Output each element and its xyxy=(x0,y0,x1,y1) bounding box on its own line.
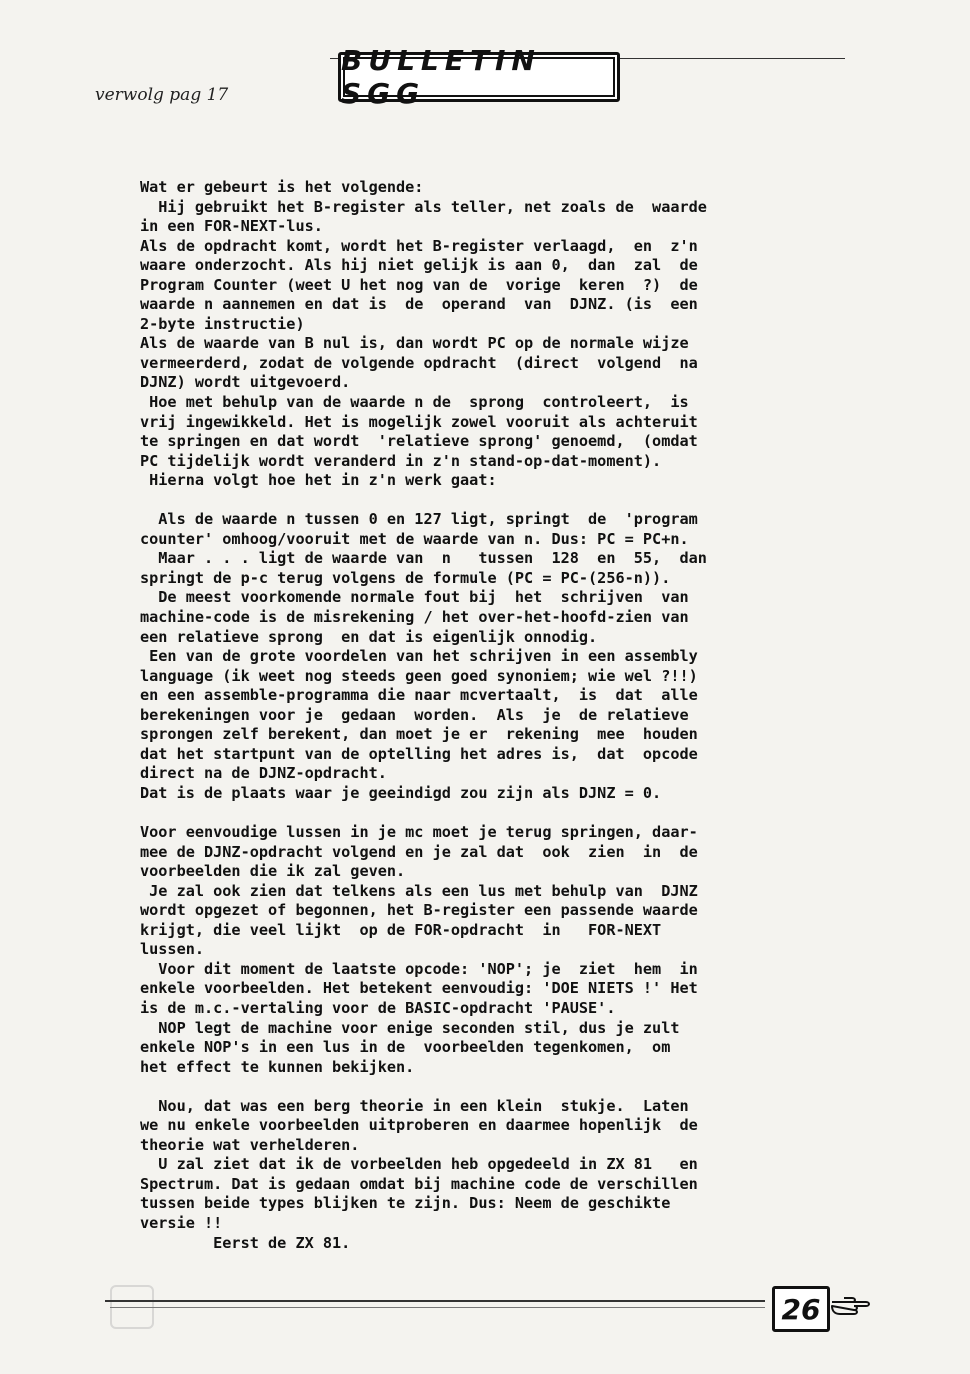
body-line: is de m.c.-vertaling voor de BASIC-opdracht 'PAUSE'. xyxy=(140,998,616,1017)
bulletin-masthead-logo: BULLETIN SGG xyxy=(338,52,620,102)
body-line: De meest voorkomende normale fout bij het schrijven van xyxy=(140,588,689,607)
body-line: Dat is de plaats waar je geeindigd zou zijn als DJNZ = 0. xyxy=(140,783,662,802)
body-line: Wat er gebeurt is het volgende: xyxy=(140,178,424,196)
body-line: vermeerderd, zodat de volgende opdracht (direct volgend na xyxy=(140,353,698,372)
body-line: U zal ziet dat ik de vorbeelden heb opgedeeld in ZX 81 en xyxy=(140,1155,698,1174)
bottom-divider xyxy=(105,1300,765,1302)
body-line: counter' omhoog/vooruit met de waarde van n. Dus: PC = PC+n. xyxy=(140,529,689,548)
body-line: Spectrum. Dat is gedaan omdat bij machine code de verschillen xyxy=(140,1174,698,1193)
body-line: dat het startpunt van de optelling het adres is, dat opcode xyxy=(140,744,698,763)
body-line: we nu enkele voorbeelden uitproberen en daarmee hopenlijk de xyxy=(140,1116,698,1135)
body-line: Voor dit moment de laatste opcode: 'NOP'; je ziet hem in xyxy=(140,959,698,978)
body-line: direct na de DJNZ-opdracht. xyxy=(140,764,387,783)
body-line: Eerst de ZX 81. xyxy=(140,1233,351,1252)
body-line: Je zal ook zien dat telkens als een lus met behulp van DJNZ xyxy=(140,881,698,900)
body-line: in een FOR-NEXT-lus. xyxy=(140,217,323,236)
pointing-hand-icon xyxy=(830,1294,872,1318)
body-line: machine-code is de misrekening / het over-het-hoofd-zien van xyxy=(140,608,689,627)
body-line: te springen en dat wordt 'relatieve sprong' genoemd, (omdat xyxy=(140,432,698,451)
body-line: waarde n aannemen en dat is de operand van DJNZ. (is een xyxy=(140,295,698,314)
body-line: Program Counter (weet U het nog van de vorige keren ?) de xyxy=(140,275,698,294)
body-line xyxy=(140,804,850,824)
body-line: berekeningen voor je gedaan worden. Als je de relatieve xyxy=(140,705,689,724)
body-line: NOP legt de machine voor enige seconden stil, dus je zult xyxy=(140,1018,680,1037)
body-line: lussen. xyxy=(140,940,205,959)
article-body xyxy=(140,178,850,1253)
body-line: springt de p-c terug volgens de formule (PC = PC-(256-n)). xyxy=(140,568,671,587)
body-line: voorbeelden die ik zal geven. xyxy=(140,862,406,881)
body-line: DJNZ) wordt uitgevoerd. xyxy=(140,373,351,392)
body-line: Als de opdracht komt, wordt het B-register verlaagd, en z'n xyxy=(140,236,698,255)
body-line: mee de DJNZ-opdracht volgend en je zal dat ook zien in de xyxy=(140,842,698,861)
handwritten-note: verwolg pag 17 xyxy=(95,85,229,105)
body-line xyxy=(140,1077,850,1097)
body-line: Als de waarde van B nul is, dan wordt PC op de normale wijze xyxy=(140,334,689,353)
body-line: en een assemble-programma die naar mcvertaalt, is dat alle xyxy=(140,686,698,705)
body-line: het effect te kunnen bekijken. xyxy=(140,1057,415,1076)
body-line: Voor eenvoudige lussen in je mc moet je terug springen, daar- xyxy=(140,823,698,842)
body-line: sprongen zelf berekent, dan moet je er rekening mee houden xyxy=(140,725,698,744)
body-line: theorie wat verhelderen. xyxy=(140,1135,360,1154)
body-line: Als de waarde n tussen 0 en 127 ligt, springt de 'program xyxy=(140,510,698,529)
page-number: 26 xyxy=(772,1286,830,1332)
body-line: versie !! xyxy=(140,1213,223,1232)
body-line: 2-byte instructie) xyxy=(140,314,305,333)
body-line: wordt opgezet of begonnen, het B-register een passende waarde xyxy=(140,901,698,920)
body-line: tussen beide types blijken te zijn. Dus: Neem de geschikte xyxy=(140,1194,671,1213)
body-line: Hij gebruikt het B-register als teller, net zoals de waarde xyxy=(140,197,707,216)
body-line: enkele NOP's in een lus in de voorbeelden tegenkomen, om xyxy=(140,1038,671,1057)
body-line: Maar . . . ligt de waarde van n tussen 128 en 55, dan xyxy=(140,549,707,568)
body-line: Hierna volgt hoe het in z'n werk gaat: xyxy=(140,471,497,490)
body-line: language (ik weet nog steeds geen goed synoniem; wie wel ?!!) xyxy=(140,666,698,685)
bottom-divider-secondary xyxy=(110,1307,765,1308)
body-line: Een van de grote voordelen van het schrijven in een assembly xyxy=(140,647,698,666)
body-line: enkele voorbeelden. Het betekent eenvoudig: 'DOE NIETS !' Het xyxy=(140,979,698,998)
body-line: een relatieve sprong en dat is eigenlijk onnodig. xyxy=(140,627,598,646)
body-line: waare onderzocht. Als hij niet gelijk is aan 0, dan zal de xyxy=(140,256,698,275)
body-line xyxy=(140,491,850,511)
body-line: Nou, dat was een berg theorie in een klein stukje. Laten xyxy=(140,1096,689,1115)
body-line: krijgt, die veel lijkt op de FOR-opdracht in FOR-NEXT xyxy=(140,920,662,939)
body-line: PC tijdelijk wordt veranderd in z'n stand-op-dat-moment). xyxy=(140,451,662,470)
body-line: vrij ingewikkeld. Het is mogelijk zowel vooruit als achteruit xyxy=(140,412,698,431)
body-line: Hoe met behulp van de waarde n de sprong controleert, is xyxy=(140,393,689,412)
